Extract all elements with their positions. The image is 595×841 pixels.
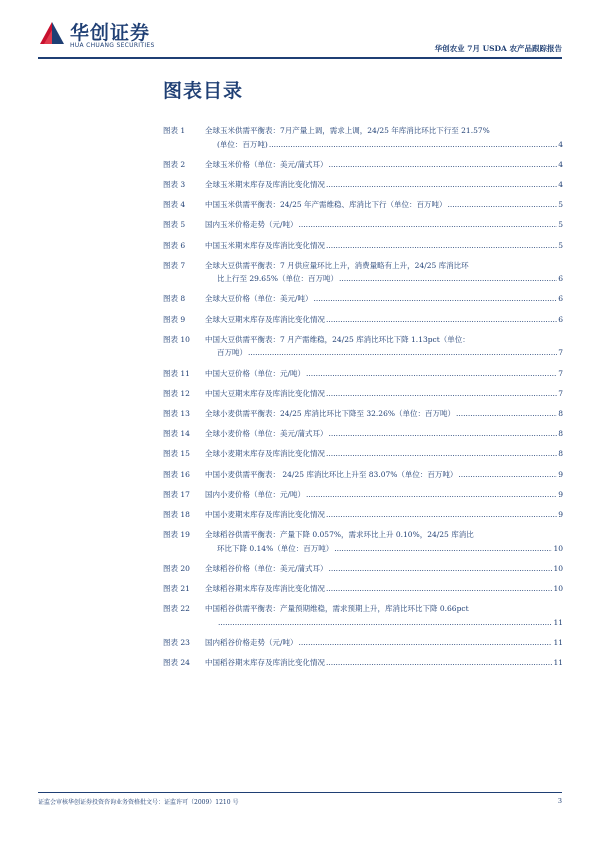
- toc-entry-title: 全球玉米期末库存及库消比变化情况: [205, 179, 325, 189]
- toc-entry[interactable]: [163, 158, 563, 172]
- toc-entry-page: 5: [558, 220, 563, 230]
- toc-dot-leader: [314, 292, 558, 306]
- toc-entry-title: 全球玉米价格（单位：美元/蒲式耳）: [205, 159, 328, 169]
- toc-entry-title: 全球小麦供需平衡表：24/25 库消比环比下降至 32.26%（单位：百万吨）: [205, 408, 455, 418]
- toc-entry[interactable]: [163, 602, 563, 629]
- toc-entry-title: 全球稻谷供需平衡表：产量下降 0.057%，需求环比上升 0.10%，24/25 库消比: [205, 530, 474, 540]
- toc-entry-title: 国内玉米价格走势（元/吨）: [205, 220, 298, 230]
- toc-entry-title: 百万吨）: [217, 348, 247, 358]
- logo-mark-icon: [38, 20, 66, 46]
- toc-dot-leader: [218, 616, 552, 630]
- toc-entry-page: 5: [558, 200, 563, 210]
- toc-entry-title: 全球稻谷期末库存及库消比变化情况: [205, 584, 325, 593]
- toc-dot-leader: [326, 656, 552, 670]
- toc-entry-page: 6: [558, 274, 563, 284]
- toc-entry-page: 10: [553, 584, 563, 593]
- toc-entry[interactable]: [163, 387, 563, 401]
- toc-entry-title: 环比下降 0.14%（单位：百万吨）: [217, 543, 334, 553]
- toc-entry-label: 图表 7: [163, 260, 186, 270]
- toc-entry-label: 图表 22: [163, 604, 190, 614]
- toc-entry-page: 6: [558, 314, 563, 324]
- toc-entry-page: 9: [558, 469, 563, 479]
- toc-entry-title: 中国大豆价格（单位：元/吨）: [205, 368, 306, 378]
- toc-entry[interactable]: [163, 333, 563, 360]
- toc-entry-page: 10: [553, 543, 563, 553]
- logo-english-name: HUA CHUANG SECURITIES: [70, 42, 155, 49]
- toc-entry-title: 全球大豆价格（单位：美元/吨）: [205, 294, 313, 304]
- toc-dot-leader: [326, 313, 557, 327]
- page-header: [38, 18, 562, 56]
- toc-entry-label: 图表 5: [163, 220, 186, 230]
- toc-entry-title: 全球小麦期末库存及库消比变化情况: [205, 449, 325, 459]
- toc-dot-leader: [306, 488, 557, 502]
- toc-title: 图表目录: [163, 80, 244, 102]
- toc-dot-leader: [326, 387, 557, 401]
- footer-disclaimer: 证监会审核华创证券投资咨询业务资格批文号：证监许可（2009）1210 号: [38, 799, 239, 806]
- toc-entry-page: 7: [558, 348, 563, 358]
- toc-entry-label: 图表 19: [163, 530, 190, 540]
- toc-entry-page: 10: [553, 563, 563, 573]
- toc-entry-page: 9: [558, 509, 563, 519]
- toc-entry-page: 7: [558, 368, 563, 378]
- toc-entry[interactable]: [163, 407, 563, 421]
- toc-entry-page: 4: [558, 159, 563, 169]
- toc-entry-title: 中国大豆供需平衡表：7 月产需维稳，24/25 库消比环比下降 1.13pct（单位：: [205, 334, 470, 344]
- toc-entry[interactable]: [163, 239, 563, 253]
- toc-entry-title: 国内稻谷价格走势（元/吨）: [205, 637, 298, 647]
- toc-entry-label: 图表 1: [163, 126, 186, 135]
- toc-dot-leader: [248, 346, 557, 360]
- toc-dot-leader: [326, 239, 557, 253]
- toc-entry-label: 图表 17: [163, 489, 190, 499]
- toc-entry-page: 7: [558, 388, 563, 398]
- toc-entry-title: 国内小麦价格（单位：元/吨）: [205, 489, 306, 499]
- toc-entry-label: 图表 13: [163, 408, 190, 418]
- toc-entry-label: 图表 24: [163, 658, 190, 668]
- toc-entry-label: 图表 16: [163, 469, 190, 479]
- toc-entry-title: 中国小麦期末库存及库消比变化情况: [205, 509, 325, 519]
- toc-dot-leader: [329, 427, 558, 441]
- toc-entry-page: 8: [558, 429, 563, 439]
- toc-entry[interactable]: [163, 447, 563, 461]
- toc-entry-label: 图表 12: [163, 388, 190, 398]
- toc-entry-label: 图表 15: [163, 449, 190, 459]
- toc-dot-leader: [456, 407, 557, 421]
- toc-entry[interactable]: [163, 124, 563, 151]
- toc-entry-label: 图表 8: [163, 294, 186, 304]
- toc-entry[interactable]: [163, 427, 563, 441]
- toc-entry-title: 中国玉米供需平衡表：24/25 年产需维稳、库消比下行（单位：百万吨）: [205, 200, 447, 210]
- toc-entry-page: 8: [558, 408, 563, 418]
- toc-dot-leader: [306, 367, 557, 381]
- toc-entry[interactable]: [163, 528, 563, 555]
- toc-entry-page: 4: [558, 179, 563, 189]
- toc-entry[interactable]: [163, 259, 563, 286]
- toc-entry-page: 11: [553, 637, 563, 647]
- toc-entry-label: 图表 14: [163, 429, 190, 439]
- toc-entry-label: 图表 10: [163, 334, 190, 344]
- toc-entry-page: 5: [558, 240, 563, 250]
- footer-divider: [38, 792, 562, 793]
- toc-entry-title: 中国稻谷供需平衡表：产量预期维稳，需求预期上升，库消比环比下降 0.66pct: [205, 604, 469, 614]
- toc-entry-title: 全球稻谷价格（单位：美元/蒲式耳）: [205, 563, 328, 573]
- toc-entry[interactable]: [163, 198, 563, 212]
- toc-entry[interactable]: [163, 488, 563, 502]
- toc-entry-page: 4: [558, 139, 563, 149]
- toc-entry[interactable]: [163, 636, 563, 650]
- toc-entry[interactable]: [163, 508, 563, 522]
- toc-entry-page: 11: [553, 658, 563, 668]
- toc-entry-title: 全球小麦价格（单位：美元/蒲式耳）: [205, 429, 328, 439]
- toc-entry-label: 图表 21: [163, 584, 190, 593]
- toc-entry-label: 图表 9: [163, 314, 186, 324]
- toc-entry-title: 全球大豆期末库存及库消比变化情况: [205, 314, 325, 324]
- toc-entry-title: 中国大豆期末库存及库消比变化情况: [205, 388, 325, 398]
- toc-entry-label: 图表 23: [163, 637, 190, 647]
- toc-entry-title: 中国小麦供需平衡表： 24/25 库消比环比上升至 83.07%（单位：百万吨）: [205, 469, 458, 479]
- toc-dot-leader: [326, 508, 557, 522]
- company-logo: [38, 18, 188, 54]
- toc-entry[interactable]: [163, 218, 563, 232]
- toc-entry[interactable]: [163, 562, 563, 576]
- toc-entry[interactable]: [163, 367, 563, 381]
- toc-dot-leader: [334, 542, 552, 556]
- toc-entry[interactable]: [163, 178, 563, 192]
- toc-entry-page: 9: [558, 489, 563, 499]
- toc-entry-title: 全球玉米供需平衡表：7月产量上调，需求上调，24/25 年库消比环比下行至 21.57%: [205, 126, 490, 135]
- toc-dot-leader: [458, 468, 557, 482]
- toc-entry-title: 中国稻谷期末库存及库消比变化情况: [205, 658, 325, 668]
- toc-entry[interactable]: [163, 468, 563, 482]
- toc-entry[interactable]: [163, 313, 563, 327]
- toc-dot-leader: [326, 582, 552, 596]
- toc-entry-label: 图表 18: [163, 509, 190, 519]
- toc-entry-label: 图表 20: [163, 563, 190, 573]
- header-divider: [38, 57, 562, 59]
- report-title: 华创农业 7月 USDA 农产品跟踪报告: [434, 44, 562, 53]
- toc-dot-leader: [326, 447, 557, 461]
- toc-entry-page: 11: [553, 617, 563, 627]
- toc-entry-page: 8: [558, 449, 563, 459]
- toc-entry-label: 图表 2: [163, 159, 186, 169]
- toc-dot-leader: [326, 178, 557, 192]
- toc-dot-leader: [269, 138, 557, 152]
- logo-chinese-name: 华创证券: [70, 22, 151, 44]
- toc-entry-label: 图表 3: [163, 179, 186, 189]
- toc-entry-label: 图表 4: [163, 200, 186, 210]
- toc-dot-leader: [299, 636, 553, 650]
- toc-entry-title: 中国玉米期末库存及库消比变化情况: [205, 240, 325, 250]
- toc-entry[interactable]: [163, 292, 563, 306]
- toc-entry-page: 6: [558, 294, 563, 304]
- page-number: 3: [557, 797, 562, 805]
- toc-dot-leader: [299, 218, 558, 232]
- toc-entry-title: (单位：百万吨): [217, 139, 268, 149]
- toc-entry-label: 图表 11: [163, 368, 190, 378]
- toc-dot-leader: [329, 562, 553, 576]
- toc-entry-title: 全球大豆供需平衡表：7 月供应量环比上升，消费量略有上升，24/25 库消比环: [205, 260, 469, 270]
- toc-entry-title: 比上行至 29.65%（单位：百万吨）: [217, 274, 338, 284]
- toc-entry[interactable]: [163, 656, 563, 670]
- toc-entry[interactable]: [163, 582, 563, 596]
- toc-dot-leader: [448, 198, 558, 212]
- toc-dot-leader: [329, 158, 558, 172]
- toc-dot-leader: [339, 272, 557, 286]
- toc-entry-label: 图表 6: [163, 240, 186, 250]
